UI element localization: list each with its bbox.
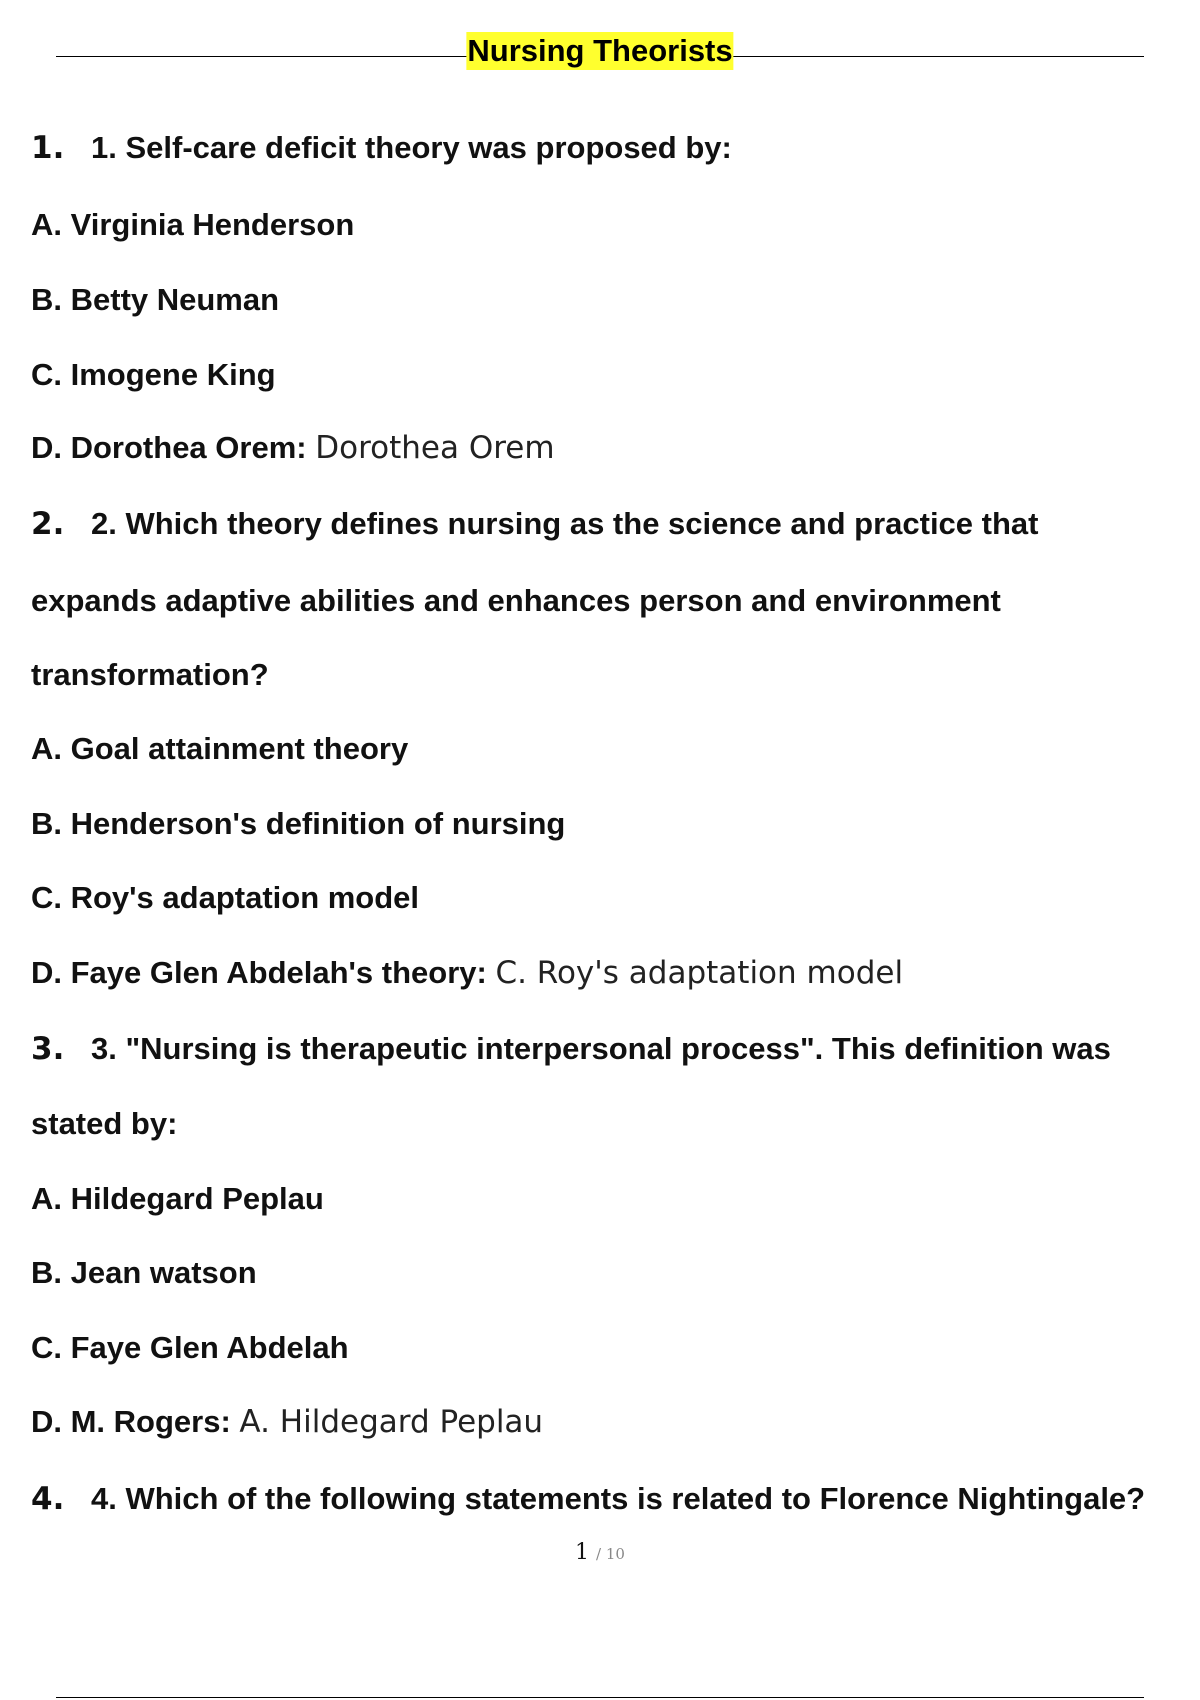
page-total: / 10 [596,1545,625,1563]
page-current: 1 [575,1540,590,1565]
question-3-answer: A. Hildegard Peplau [239,1404,544,1440]
question-1-answer: Dorothea Orem [315,430,555,466]
question-1-text: 1. Self-care deficit theory was proposed by: [91,130,732,165]
question-3-stem [31,1029,1111,1069]
question-2-text-line-2: expands adaptive abilities and enhances person and environment [31,583,1001,618]
title-row [56,28,1144,78]
question-2-number: 2. [31,506,65,542]
question-3-text-line-1: 3. "Nursing is therapeutic interpersonal process". This definition was [91,1031,1111,1066]
question-2-option-c: C. Roy's adaptation model [31,880,420,915]
question-3-text-line-2: stated by: [31,1106,178,1141]
question-2-stem [31,504,1038,544]
question-2-answer: C. Roy's adaptation model [495,955,904,991]
question-4-text: 4. Which of the following statements is related to Florence Nightingale? [91,1481,1146,1516]
question-2-text-line-3: transformation? [31,657,269,692]
question-2-option-d-label: D. Faye Glen Abdelah's theory: [31,955,487,990]
question-1-option-b: B. Betty Neuman [31,282,280,317]
document-title: Nursing Theorists [467,33,733,68]
question-2-text-line-1: 2. Which theory defines nursing as the science and practice that [91,506,1039,541]
question-3-option-d-label: D. M. Rogers: [31,1404,231,1439]
question-1-option-c: C. Imogene King [31,357,276,392]
question-3-option-c: C. Faye Glen Abdelah [31,1330,349,1365]
question-1-stem [31,128,732,168]
question-3-number: 3. [31,1031,65,1067]
question-1-option-d [31,428,555,468]
bottom-rule [56,1697,1144,1698]
question-3-option-d [31,1402,543,1442]
question-3-option-b: B. Jean watson [31,1255,257,1290]
question-2-option-b: B. Henderson's definition of nursing [31,806,566,841]
question-1-option-d-label: D. Dorothea Orem: [31,430,307,465]
question-3-option-a: A. Hildegard Peplau [31,1181,324,1216]
page-indicator [0,1540,1200,1565]
question-1-number: 1. [31,130,65,166]
question-2-option-d [31,953,903,993]
question-2-option-a: A. Goal attainment theory [31,731,409,766]
question-4-number: 4. [31,1481,65,1517]
question-4-stem [31,1479,1145,1519]
question-1-option-a: A. Virginia Henderson [31,207,355,242]
